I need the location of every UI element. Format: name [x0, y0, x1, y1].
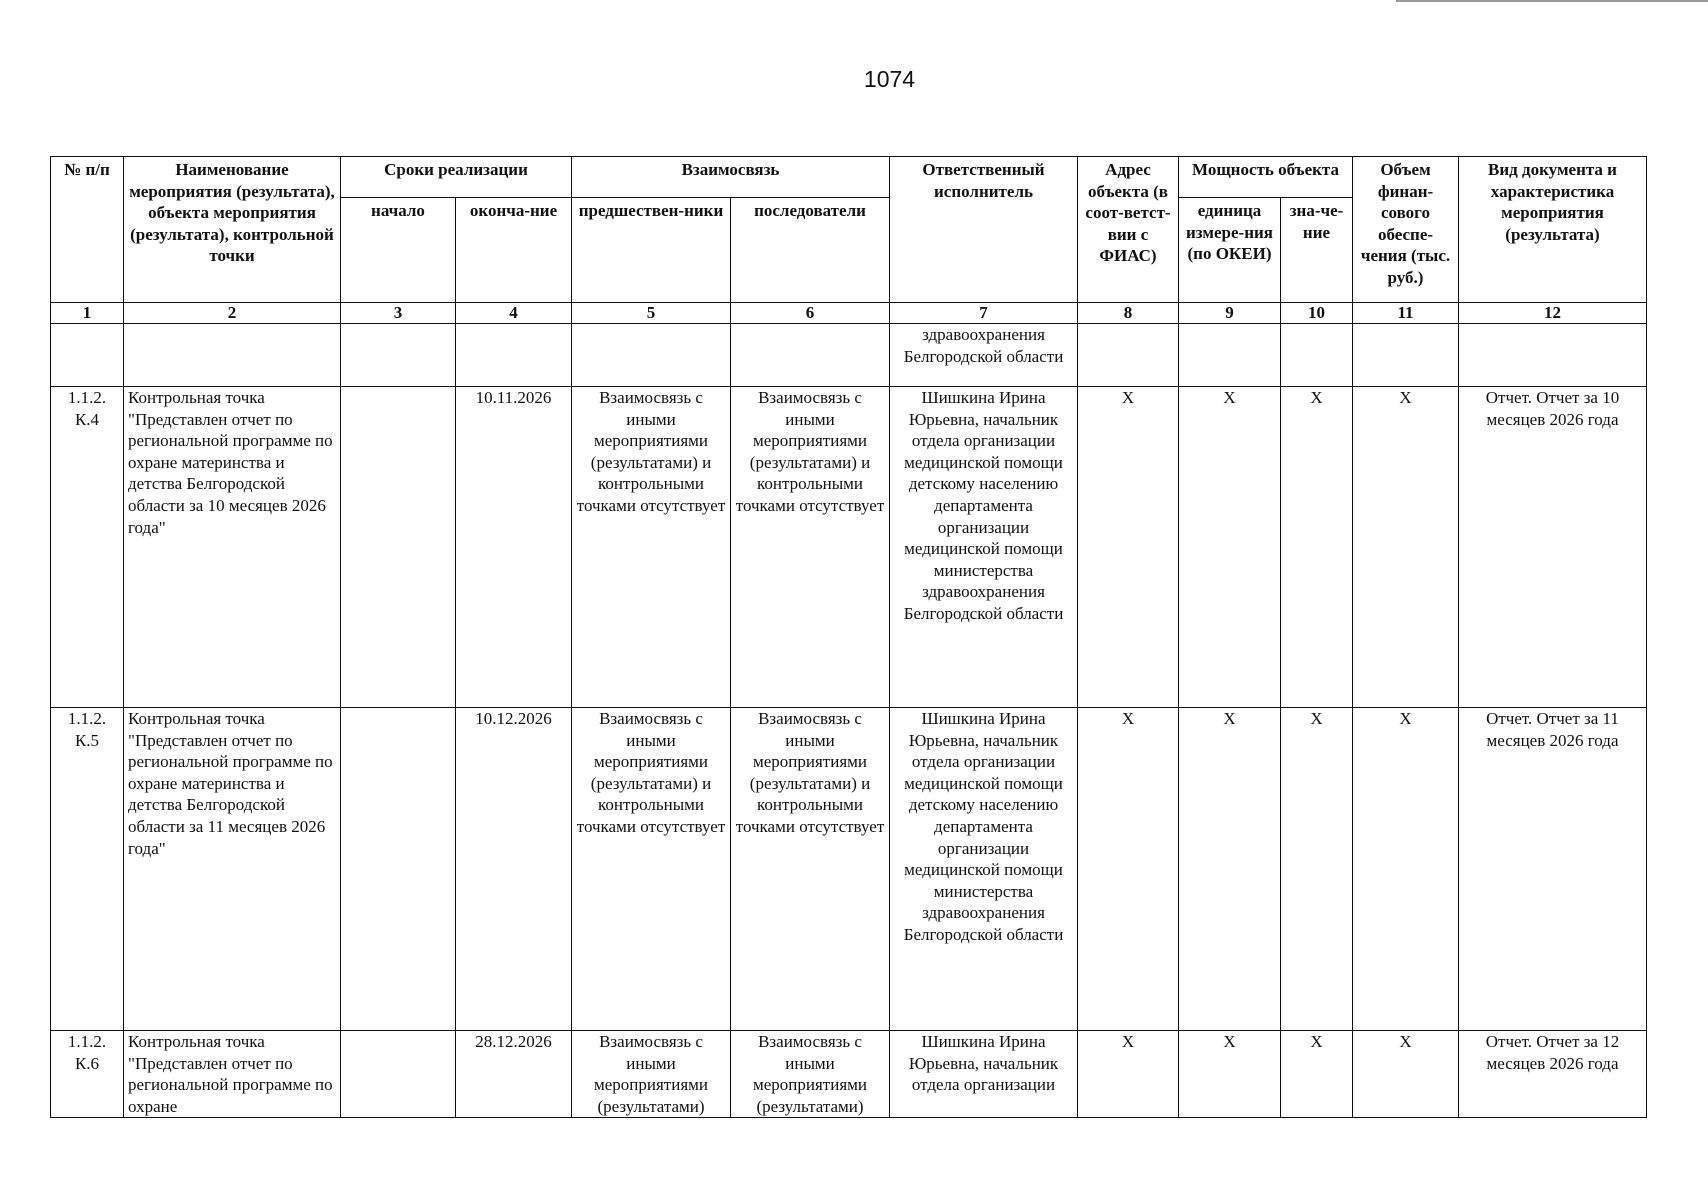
cell-num: 1.1.2. К.5: [51, 708, 124, 1031]
cell-num: 1.1.2. К.4: [51, 387, 124, 708]
cell-responsible: Шишкина Ирина Юрьевна, начальник отдела организации медицинской помощи детскому населению департамента организации медицинской помощи министерства здравоохранения Белгородской области: [890, 387, 1078, 708]
cell-address: Х: [1078, 1031, 1179, 1118]
cell-finance: Х: [1353, 387, 1459, 708]
cell-predecessors: Взаимосвязь с иными мероприятиями (результатами) и контрольными точками отсутствует: [572, 708, 731, 1031]
cell-predecessors: Взаимосвязь с иными мероприятиями (результатами): [572, 1031, 731, 1118]
cell-successors: Взаимосвязь с иными мероприятиями (результатами) и контрольными точками отсутствует: [731, 387, 890, 708]
column-number: 7: [890, 303, 1078, 324]
cell-predecessors: Взаимосвязь с иными мероприятиями (результатами) и контрольными точками отсутствует: [572, 387, 731, 708]
empty-cell: [1459, 324, 1647, 387]
column-number: 2: [124, 303, 341, 324]
cell-doc-type: Отчет. Отчет за 11 месяцев 2026 года: [1459, 708, 1647, 1031]
header-unit: единица измере-ния (по ОКЕИ): [1179, 198, 1281, 303]
cell-value: Х: [1281, 387, 1353, 708]
cell-finance: Х: [1353, 1031, 1459, 1118]
header-row-1: [51, 157, 1647, 198]
cell-finance: Х: [1353, 708, 1459, 1031]
column-number: 5: [572, 303, 731, 324]
empty-cell: [1353, 324, 1459, 387]
cell-end: 10.12.2026: [456, 708, 572, 1031]
cell-unit: Х: [1179, 387, 1281, 708]
page-number: 1074: [863, 66, 916, 92]
table-row-continuation: [51, 324, 1647, 387]
cell-name: Контрольная точка "Представлен отчет по региональной программе по охране материнства и детства Белгородской области за 11 месяцев 2026 года": [124, 708, 341, 1031]
header-terms: Сроки реализации: [341, 157, 572, 198]
header-address: Адрес объекта (в соот-ветст-вии с ФИАС): [1078, 157, 1179, 303]
cell-start: [341, 387, 456, 708]
column-number: 4: [456, 303, 572, 324]
cell-doc-type: Отчет. Отчет за 12 месяцев 2026 года: [1459, 1031, 1647, 1118]
cell-responsible: здравоохранения Белгородской области: [890, 324, 1078, 387]
cell-responsible: Шишкина Ирина Юрьевна, начальник отдела организации: [890, 1031, 1078, 1118]
column-number-row: [51, 303, 1647, 324]
empty-cell: [1281, 324, 1353, 387]
cell-successors: Взаимосвязь с иными мероприятиями (результатами): [731, 1031, 890, 1118]
cell-end: 10.11.2026: [456, 387, 572, 708]
header-capacity: Мощность объекта: [1179, 157, 1353, 198]
cell-address: Х: [1078, 708, 1179, 1031]
cell-value: Х: [1281, 1031, 1353, 1118]
table-row: [51, 708, 1647, 1031]
header-predecessors: предшествен-ники: [572, 198, 731, 303]
cell-unit: Х: [1179, 708, 1281, 1031]
empty-cell: [731, 324, 890, 387]
empty-cell: [572, 324, 731, 387]
header-responsible: Ответственный исполнитель: [890, 157, 1078, 303]
empty-cell: [456, 324, 572, 387]
column-number: 11: [1353, 303, 1459, 324]
column-number: 1: [51, 303, 124, 324]
column-number: 8: [1078, 303, 1179, 324]
plan-table: [50, 156, 1647, 1118]
cell-name: Контрольная точка "Представлен отчет по региональной программе по охране материнства и детства Белгородской области за 10 месяцев 2026 года": [124, 387, 341, 708]
header-relation: Взаимосвязь: [572, 157, 890, 198]
header-finance: Объем финан-сового обеспе-чения (тыс. руб.): [1353, 157, 1459, 303]
header-value: зна-че-ние: [1281, 198, 1353, 303]
cell-name: Контрольная точка "Представлен отчет по региональной программе по охране: [124, 1031, 341, 1118]
column-number: 10: [1281, 303, 1353, 324]
cell-responsible: Шишкина Ирина Юрьевна, начальник отдела организации медицинской помощи детскому населению департамента организации медицинской помощи министерства здравоохранения Белгородской области: [890, 708, 1078, 1031]
empty-cell: [1179, 324, 1281, 387]
column-number: 6: [731, 303, 890, 324]
top-edge-rule: [1396, 0, 1708, 2]
cell-address: Х: [1078, 387, 1179, 708]
column-number: 3: [341, 303, 456, 324]
column-number: 9: [1179, 303, 1281, 324]
header-successors: последователи: [731, 198, 890, 303]
cell-start: [341, 1031, 456, 1118]
header-num: № п/п: [51, 157, 124, 303]
header-doc-type: Вид документа и характеристика мероприятия (результата): [1459, 157, 1647, 303]
column-number: 12: [1459, 303, 1647, 324]
cell-num: 1.1.2. К.6: [51, 1031, 124, 1118]
cell-start: [341, 708, 456, 1031]
empty-cell: [124, 324, 341, 387]
cell-successors: Взаимосвязь с иными мероприятиями (результатами) и контрольными точками отсутствует: [731, 708, 890, 1031]
cell-end: 28.12.2026: [456, 1031, 572, 1118]
empty-cell: [1078, 324, 1179, 387]
header-end: оконча-ние: [456, 198, 572, 303]
cell-unit: Х: [1179, 1031, 1281, 1118]
table-row: [51, 387, 1647, 708]
header-start: начало: [341, 198, 456, 303]
header-name: Наименование мероприятия (результата), объекта мероприятия (результата), контрольной точки: [124, 157, 341, 303]
empty-cell: [341, 324, 456, 387]
cell-doc-type: Отчет. Отчет за 10 месяцев 2026 года: [1459, 387, 1647, 708]
empty-cell: [51, 324, 124, 387]
table-row: [51, 1031, 1647, 1118]
cell-value: Х: [1281, 708, 1353, 1031]
